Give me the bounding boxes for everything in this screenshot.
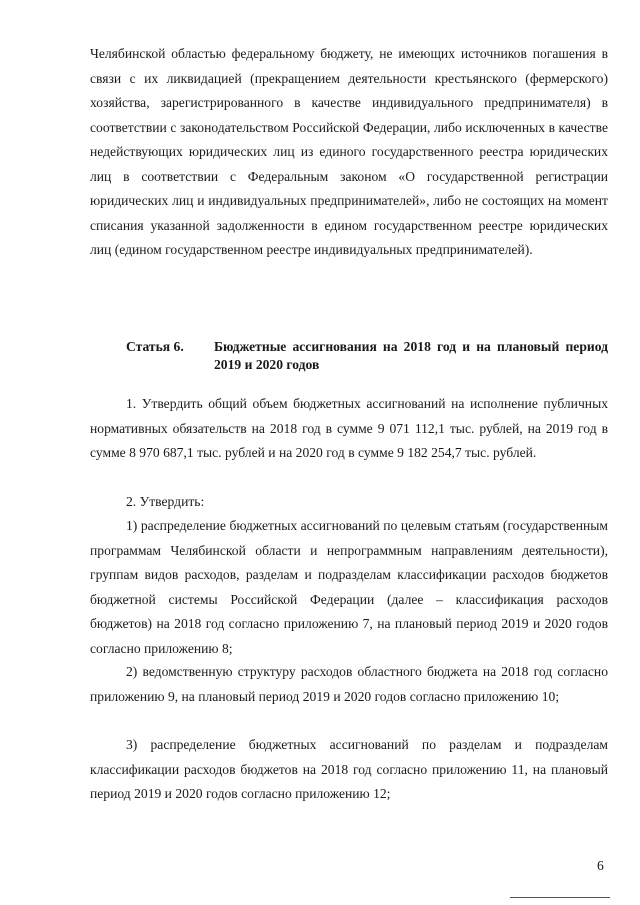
article-title: Бюджетные ассигнования на 2018 год и на плановый период 2019 и 2020 годов — [214, 339, 608, 372]
intro-paragraph: Челябинской областью федеральному бюджету, не имеющих источников погашения в связи с их ликвидацией (прекращением деятельности крестьянского (фермерского) хозяйства, зарегистрированного в качестве индивидуального предпринимателя) в соответствии с законодательством Российской Федерации, либо исключенных в качестве недействующих юридических лиц из единого государственного реестра юридических лиц в соответствии с Федеральным законом «О государственной регистрации юридических лиц и индивидуальных предпринимателей», либо не состоящих на момент списания указанной задолженности в едином государственном реестре юридических лиц (едином государственном реестре индивидуальных предпринимателей). — [90, 46, 608, 257]
paragraph-2: 2. Утвердить: — [126, 494, 205, 509]
footer-rule — [510, 897, 610, 898]
paragraph-1: 1. Утвердить общий объем бюджетных ассигнований на исполнение публичных нормативных обязательств на 2018 год в сумме 9 071 112,1 тыс. рублей, на 2019 год в сумме 8 970 687,1 тыс. рублей и на 2020 год в сумме 9 182 254,7 тыс. рублей. — [90, 396, 608, 460]
list-item-2: 2) ведомственную структуру расходов областного бюджета на 2018 год согласно приложению 9, на плановый период 2019 и 2020 годов согласно приложению 10; — [90, 664, 608, 704]
list-item-3: 3) распределение бюджетных ассигнований по разделам и подразделам классификации расходов бюджетов на 2018 год согласно приложению 11, на плановый период 2019 и 2020 годов согласно приложению 12; — [90, 737, 608, 801]
page-number: 6 — [597, 858, 604, 873]
article-label: Статья 6. — [126, 339, 184, 354]
list-item-1: 1) распределение бюджетных ассигнований по целевым статьям (государственным программам Челябинской области и непрограммным направлениям деятельности), группам видов расходов, разделам и подразделам классификации расходов бюджетов бюджетной системы Российской Федерации (далее – классификация расходов бюджетов) на 2018 год согласно приложению 7, на плановый период 2019 и 2020 годов согласно приложению 8; — [90, 518, 608, 656]
